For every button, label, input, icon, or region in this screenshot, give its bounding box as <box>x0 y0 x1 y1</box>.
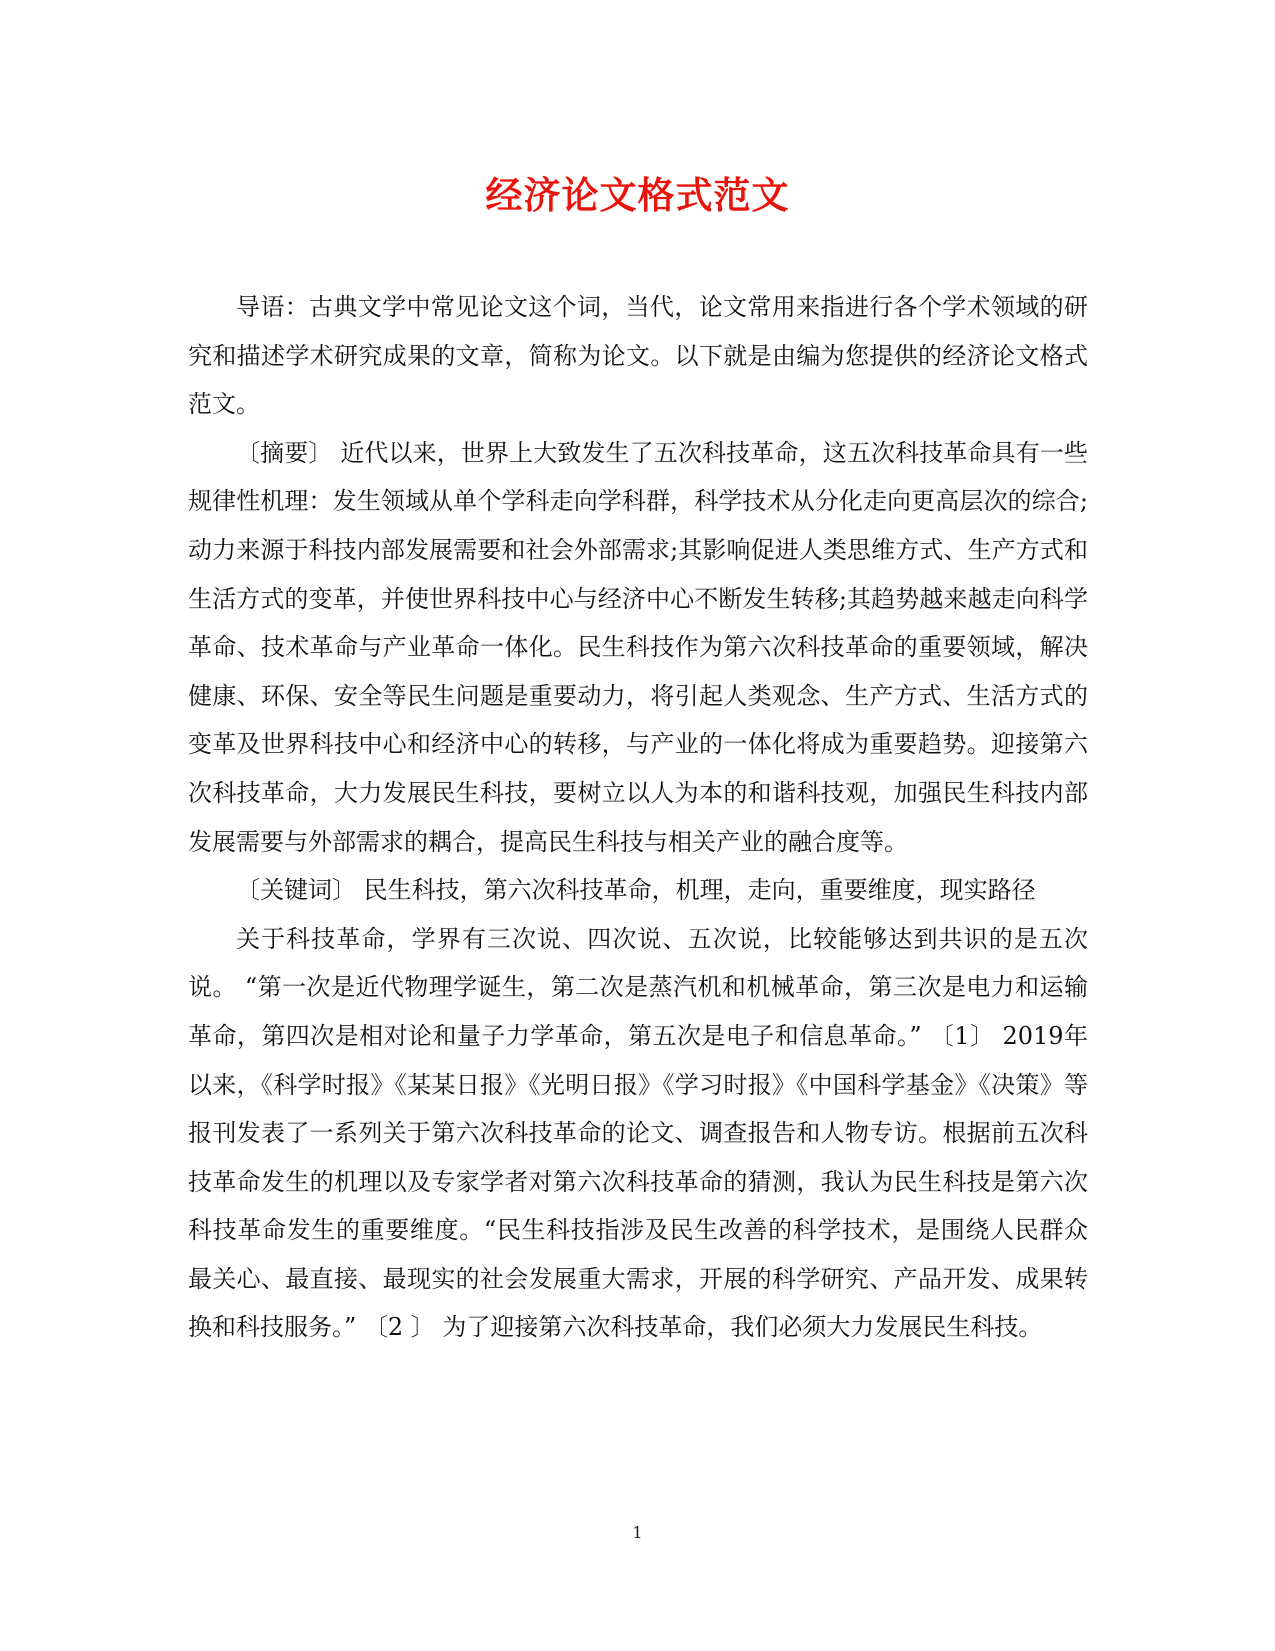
document-body <box>188 283 1088 1352</box>
intro-paragraph: 导语：古典文学中常见论文这个词，当代，论文常用来指进行各个学术领域的研究和描述学术研究成果的文章，简称为论文。以下就是由编为您提供的经济论文格式范文。 <box>188 293 1088 419</box>
page-number: 1 <box>632 1523 643 1542</box>
document-title: 经济论文格式范文 <box>485 173 790 217</box>
keywords-paragraph: 〔关键词〕 民生科技，第六次科技革命，机理，走向，重要维度，现实路径 <box>236 876 1036 905</box>
body-paragraph: 关于科技革命，学界有三次说、四次说、五次说，比较能够达到共识的是五次说。 “第一次是近代物理学诞生，第二次是蒸汽机和机械革命，第三次是电力和运输革命，第四次是相对论和量子力学革命，第五次是电子和信息革命。” 〔1〕 2019年以来，《科学时报》《某某日报》《光明日报》《学习时报》《中国科学基金》《决策》等报刊发表了一系列关于第六次科技革命的论文、调查报告和人物专访。根据前五次科技革命发生的机理以及专家学者对第六次科技革命的猜测，我认为民生科技是第六次科技革命发生的重要维度。“民生科技指涉及民生改善的科学技术，是围绕人民群众最关心、最直接、最现实的社会发展重大需求，开展的科学研究、产品开发、成果转换和科技服务。” 〔2 〕 为了迎接第六次科技革命，我们必须大力发展民生科技。 <box>188 924 1088 1342</box>
abstract-paragraph: 〔摘要〕 近代以来，世界上大致发生了五次科技革命，这五次科技革命具有一些规律性机理：发生领域从单个学科走向学科群，科学技术从分化走向更高层次的综合;动力来源于科技内部发展需要和社会外部需求;其影响促进人类思维方式、生产方式和生活方式的变革，并使世界科技中心与经济中心不断发生转移;其趋势越来越走向科学革命、技术革命与产业革命一体化。民生科技作为第六次科技革命的重要领域，解决健康、环保、安全等民生问题是重要动力，将引起人类观念、生产方式、生活方式的变革及世界科技中心和经济中心的转移，与产业的一体化将成为重要趋势。迎接第六次科技革命，大力发展民生科技，要树立以人为本的和谐科技观，加强民生科技内部发展需要与外部需求的耦合，提高民生科技与相关产业的融合度等。 <box>188 438 1088 856</box>
